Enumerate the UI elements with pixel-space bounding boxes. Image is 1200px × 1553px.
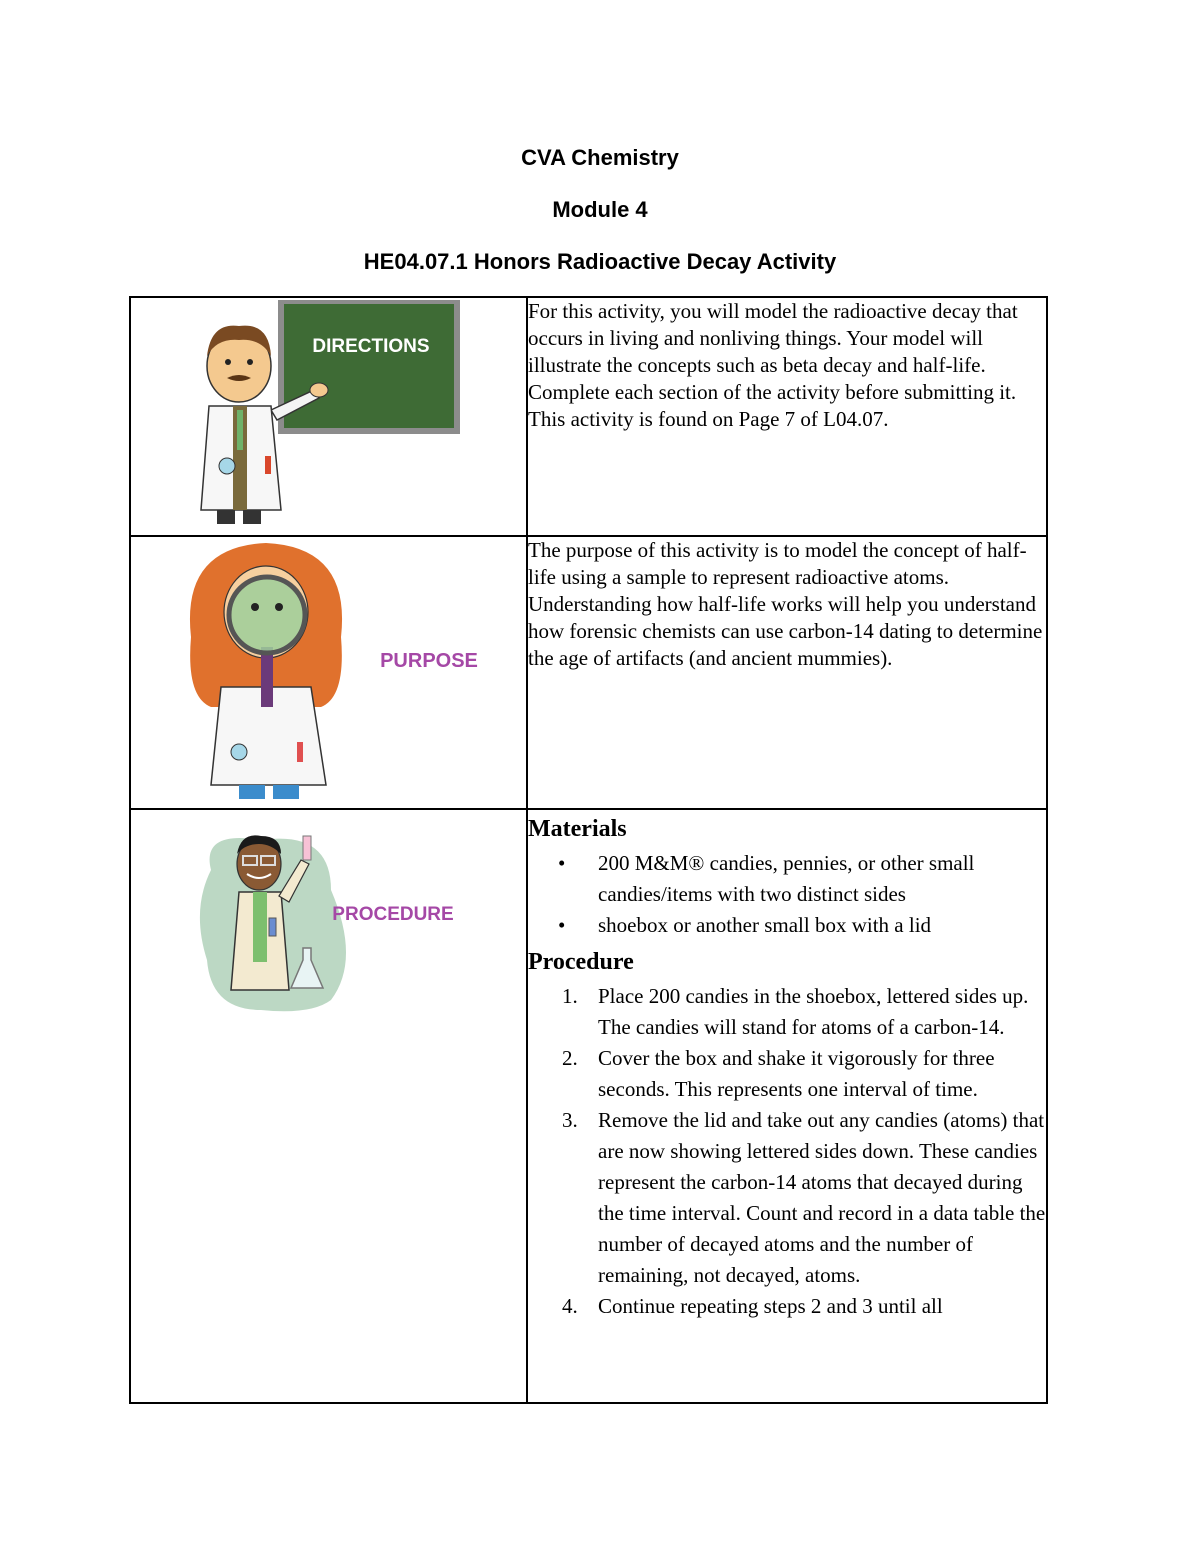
scientist-leg-left bbox=[239, 785, 265, 799]
magnifier-pocket bbox=[219, 458, 235, 474]
materials-item: • 200 M&M® candies, pennies, or other small candies/items with two distinct sides bbox=[598, 848, 1046, 910]
scientist-leg-right bbox=[273, 785, 299, 799]
procedure-step: 1. Place 200 candies in the shoebox, lettered sides up. The candies will stand for atoms of a carbon-14. bbox=[562, 984, 1029, 1039]
course-title: CVA Chemistry bbox=[521, 145, 679, 170]
purpose-label: PURPOSE bbox=[380, 650, 478, 672]
procedure-label: PROCEDURE bbox=[332, 904, 454, 925]
magnifying-glass-icon bbox=[229, 577, 305, 653]
procedure-text-cell bbox=[527, 809, 1047, 1403]
scientist-pocket-tool bbox=[231, 744, 247, 760]
teacher-eye-right bbox=[247, 359, 253, 365]
purpose-text: The purpose of this activity is to model the concept of half-life using a sample to represent radioactive atoms. Understanding how half-life works will help you understand how forensic chemists can use carbon-14 dating to determine the age of artifacts (and ancient mummies). bbox=[528, 538, 1043, 670]
procedure-step: 4. Continue repeating steps 2 and 3 until all bbox=[562, 1294, 943, 1318]
procedure-shirt bbox=[253, 892, 267, 962]
directions-row bbox=[130, 297, 1047, 536]
purpose-scientist-illustration bbox=[131, 537, 526, 803]
directions-text: For this activity, you will model the radioactive decay that occurs in living and nonliving things. Your model will illustrate the concepts such as beta decay and half-life. Complete each section of the activity before submitting it. This activity is found on Page 7 of L04.07. bbox=[528, 299, 1018, 431]
materials-heading: Materials bbox=[528, 816, 627, 842]
teacher-shoe-right bbox=[243, 510, 261, 524]
procedure-image-cell bbox=[130, 809, 527, 1403]
bullet-icon: • bbox=[558, 851, 566, 875]
purpose-text-cell bbox=[527, 536, 1047, 809]
teacher-tie bbox=[237, 410, 243, 450]
directions-text-cell bbox=[527, 297, 1047, 536]
purpose-image-cell bbox=[130, 536, 527, 809]
materials-item: • shoebox or another small box with a lid bbox=[598, 910, 1046, 941]
scientist-pen bbox=[297, 742, 303, 762]
small-tube-icon bbox=[269, 918, 276, 936]
directions-label: DIRECTIONS bbox=[312, 336, 430, 357]
directions-teacher-illustration bbox=[131, 298, 526, 530]
teacher-eye-left bbox=[225, 359, 231, 365]
procedure-step: 3. Remove the lid and take out any candies (atoms) that are now showing lettered sides down. These candies represent the carbon-14 atoms that decayed during the time interval. Count and record in a data table the number of decayed atoms and the number of remaining, not decayed, atoms. bbox=[562, 1108, 1046, 1287]
magnifier-handle bbox=[261, 647, 273, 707]
scientist-eye-left bbox=[251, 603, 259, 611]
module-title: Module 4 bbox=[552, 197, 648, 222]
procedure-step: 2. Cover the box and shake it vigorously for three seconds. This represents one interval of time. bbox=[562, 1046, 995, 1101]
teacher-hand bbox=[310, 383, 328, 397]
directions-image-cell bbox=[130, 297, 527, 536]
teacher-shoe-left bbox=[217, 510, 235, 524]
procedure-steps bbox=[528, 981, 1046, 1322]
purpose-row bbox=[130, 536, 1047, 809]
chalkboard bbox=[284, 304, 454, 428]
activity-table bbox=[129, 296, 1048, 1404]
activity-title: HE04.07.1 Honors Radioactive Decay Activity bbox=[363, 249, 837, 274]
procedure-heading: Procedure bbox=[528, 949, 634, 975]
materials-list bbox=[528, 848, 1046, 941]
procedure-row bbox=[130, 809, 1047, 1403]
test-tube-icon bbox=[303, 836, 311, 860]
pen-pocket bbox=[265, 456, 271, 474]
bullet-icon: • bbox=[558, 913, 566, 937]
procedure-scientist-illustration bbox=[131, 810, 526, 1070]
scientist-eye-right bbox=[275, 603, 283, 611]
